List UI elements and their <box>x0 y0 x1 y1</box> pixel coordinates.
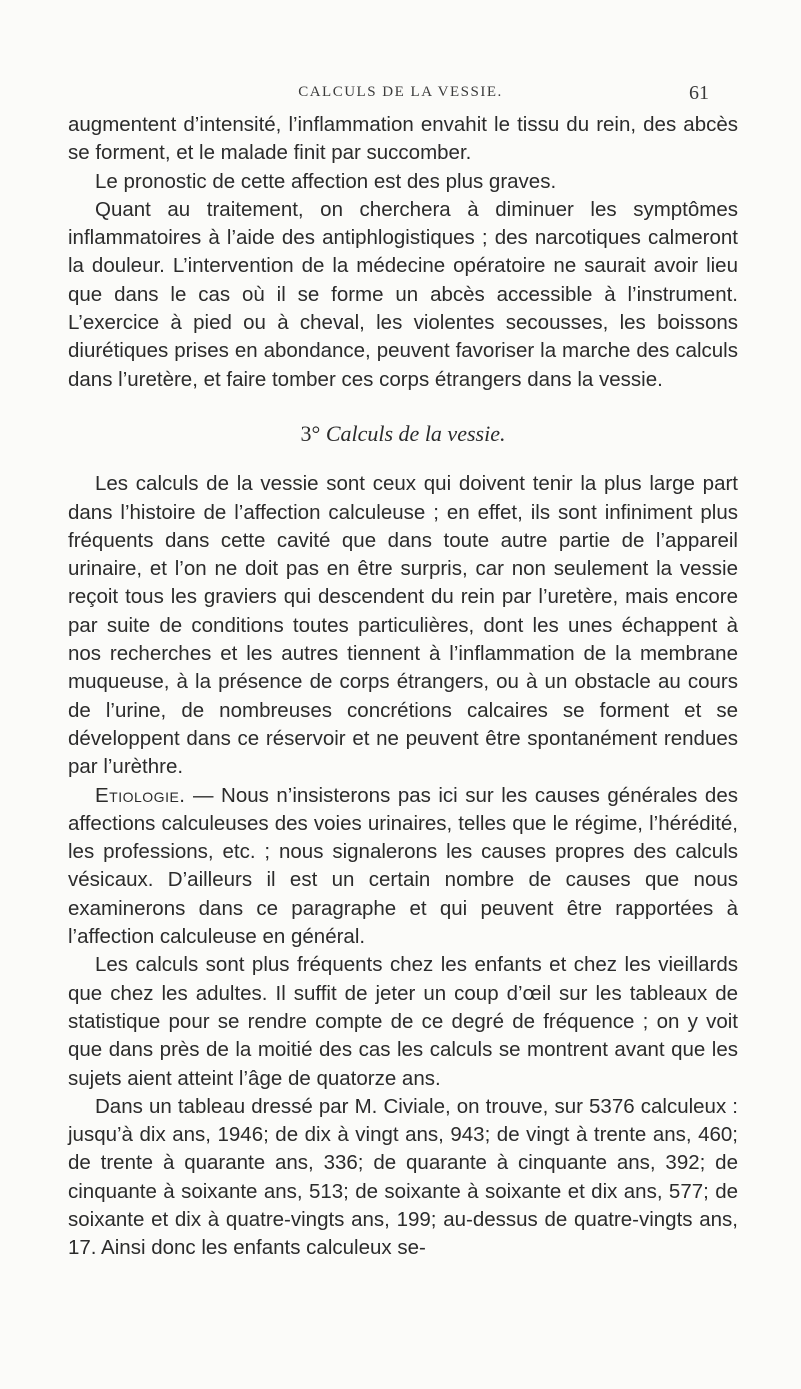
running-head <box>0 84 801 106</box>
section-heading <box>68 420 738 448</box>
section-number: 3° <box>300 420 321 446</box>
paragraph-civiale: Dans un tableau dressé par M. Civiale, on trouve, sur 5376 calculeux : jusqu’à dix ans, 1946; de dix à vingt ans, 943; de vingt à trente ans, 460; de trente à quarante ans, 336; de quarante à cinquante ans, 392; de cinquante à soixante ans, 513; de soixante à soixante et dix ans, 577; de soixante et dix à quatre-vingts ans, 199; au-dessus de quatre-vingts ans, 17. Ainsi donc les enfants calculeux se- <box>68 1094 738 1260</box>
body-text <box>68 111 738 1263</box>
paragraph-intro: Les calculs de la vessie sont ceux qui doivent tenir la plus large part dans l’histoire de l’affection calculeuse ; en effet, ils sont infiniment plus fréquents dans cette cavité que dans toute autre partie de l’appareil urinaire, et l’on ne doit pas en être surpris, car non seulement la vessie reçoit tous les graviers qui descendent du rein par l’uretère, mais encore par suite de conditions toutes particulières, dont les unes échappent à nos recherches et les autres tiennent à l’inflammation de la membrane muqueuse, à la présence de corps étrangers, ou à un obstacle au cours de l’urine, de nombreuses concrétions calcaires se forment et se développent dans ce réservoir et ne peuvent être spontanément rendues par l’urèthre. <box>68 472 738 779</box>
paragraph-etiologie <box>68 782 738 952</box>
paragraph-traitement: Quant au traitement, on cherchera à diminuer les symptômes inflammatoires à l’aide des antiphlogistiques ; des narcotiques calmeront la douleur. L’intervention de la médecine opératoire ne saurait avoir lieu que dans le cas où il se forme un abcès accessible à l’instrument. L’exercice à pied ou à cheval, les violentes secousses, les boissons diurétiques prises en abondance, peuvent favoriser la marche des calculs dans l’uretère, et faire tomber ces corps étrangers dans la vessie. <box>68 197 738 391</box>
etiologie-label: Etiologie. <box>95 783 186 807</box>
etiologie-text: — Nous n’insisterons pas ici sur les causes générales des affections calculeuses des voies urinaires, telles que le régime, l’hérédité, les professions, etc. ; nous signalerons les causes propres des calculs vésicaux. D’ailleurs il est un certain nombre de causes que nous examinerons dans ce paragraphe et qui peuvent être rapportées à l’affection calculeuse en général. <box>68 783 738 949</box>
paragraph-pronostic: Le pronostic de cette affection est des plus graves. <box>95 169 557 193</box>
running-title: CALCULS DE LA VESSIE. <box>298 84 503 100</box>
paragraph-continuation: augmentent d’intensité, l’inflammation envahit le tissu du rein, des abcès se forment, et le malade finit par succomber. <box>68 113 738 165</box>
section-title: Calculs de la vessie. <box>325 420 506 446</box>
page-number: 61 <box>689 82 709 104</box>
paragraph-frequence: Les calculs sont plus fréquents chez les enfants et chez les vieillards que chez les adultes. Il suffit de jeter un coup d’œil sur les tableaux de statistique pour se rendre compte de ce degré de fréquence ; on y voit que dans près de la moitié des cas les calculs se montrent avant que les sujets aient atteint l’âge de quatorze ans. <box>68 953 738 1090</box>
